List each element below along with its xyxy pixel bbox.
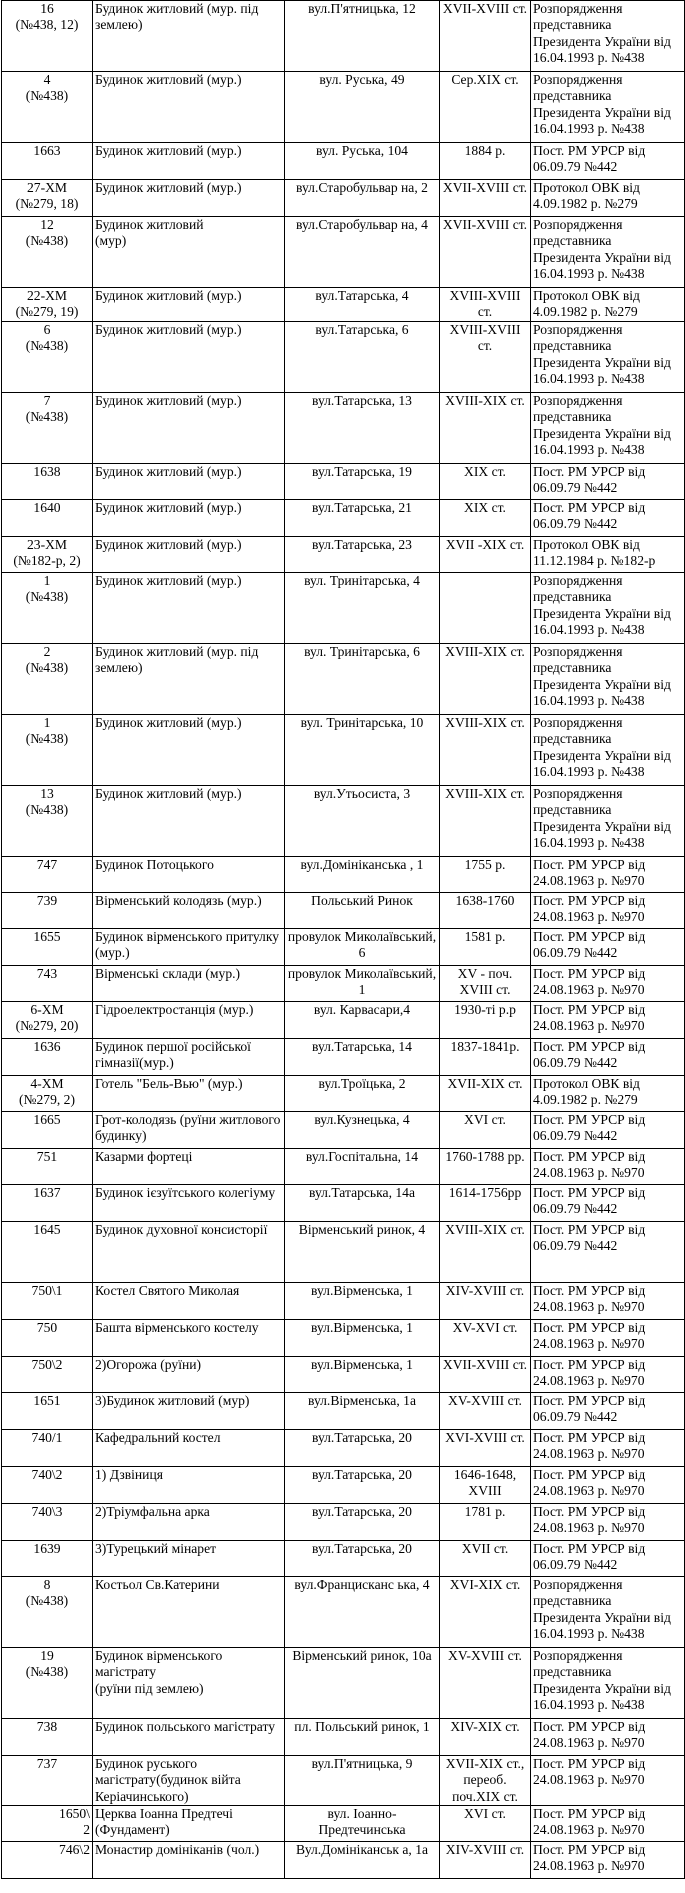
cell-legal-document: Пост. РМ УРСР від 24.08.1963 р. №970: [531, 1001, 685, 1038]
cell-address: провулок Миколаївський, 6: [285, 928, 440, 965]
cell-object-name: Монастир домініканів (чол.): [93, 1842, 285, 1879]
cell-address: вул. Тринітарська, 6: [285, 643, 440, 714]
table-row: [2, 72, 685, 143]
cell-dating: XV-XVIII ст.: [440, 1647, 531, 1718]
cell-protection-number: 1639: [2, 1540, 93, 1576]
cell-object-name: Будинок житловий (мур.): [93, 572, 285, 643]
monuments-table: [1, 0, 685, 1879]
cell-dating: XVII ст.: [440, 1540, 531, 1576]
cell-address: вул.Вірменська, 1: [285, 1282, 440, 1319]
cell-address: вул. Іоанно-Предтечинська: [285, 1806, 440, 1842]
cell-legal-document: Пост. РМ УРСР від 24.08.1963 р. №970: [531, 892, 685, 928]
table-row: [2, 1392, 685, 1429]
table-row: [2, 1466, 685, 1503]
cell-legal-document: Пост. РМ УРСР від 24.08.1963 р. №970: [531, 1842, 685, 1879]
cell-object-name: Будинок житловий (мур. під землею): [93, 1, 285, 72]
cell-dating: 1614-1756рр: [440, 1184, 531, 1221]
cell-dating: XIX ст.: [440, 499, 531, 536]
cell-dating: XIX ст.: [440, 463, 531, 499]
table-row: [2, 1718, 685, 1755]
cell-legal-document: Розпорядження представника Президента України від 16.04.1993 р. №438: [531, 714, 685, 785]
cell-legal-document: Пост. РМ УРСР від 24.08.1963 р. №970: [531, 1282, 685, 1319]
table-row: [2, 1503, 685, 1540]
cell-object-name: Будинок житловий (мур.): [93, 785, 285, 856]
cell-legal-document: Розпорядження представника Президента України від 16.04.1993 р. №438: [531, 1576, 685, 1647]
cell-object-name: Будинок ієзуїтського колегіуму: [93, 1184, 285, 1221]
cell-dating: XVIII-XIX ст.: [440, 392, 531, 463]
cell-address: вул.Татарська, 20: [285, 1429, 440, 1466]
cell-protection-number: 1637: [2, 1184, 93, 1221]
cell-address: вул.Утьосиста, 3: [285, 785, 440, 856]
cell-legal-document: Пост. РМ УРСР від 24.08.1963 р. №970: [531, 1148, 685, 1184]
table-row: [2, 1429, 685, 1466]
cell-protection-number: 1636: [2, 1038, 93, 1075]
cell-address: вул.Францисканс ька, 4: [285, 1576, 440, 1647]
cell-object-name: Будинок житловий (мур.): [93, 392, 285, 463]
table-row: [2, 499, 685, 536]
cell-protection-number: 2 (№438): [2, 643, 93, 714]
cell-protection-number: 1 (№438): [2, 572, 93, 643]
cell-protection-number: 737: [2, 1755, 93, 1805]
cell-dating: XVI-XIX ст.: [440, 1576, 531, 1647]
cell-protection-number: 1663: [2, 143, 93, 180]
cell-object-name: Казарми фортеці: [93, 1148, 285, 1184]
table-row: [2, 572, 685, 643]
table-row: [2, 463, 685, 499]
cell-protection-number: 750: [2, 1319, 93, 1356]
cell-object-name: Будинок житловий (мур.): [93, 463, 285, 499]
cell-legal-document: Пост. РМ УРСР від 06.09.79 №442: [531, 1111, 685, 1148]
cell-protection-number: 1655: [2, 928, 93, 965]
cell-dating: XVI ст.: [440, 1111, 531, 1148]
monuments-table-body: [2, 1, 685, 1879]
cell-protection-number: 8 (№438): [2, 1576, 93, 1647]
cell-address: вул.Вірменська, 1: [285, 1319, 440, 1356]
cell-address: Вул.Домініканськ а, 1а: [285, 1842, 440, 1879]
table-row: [2, 1755, 685, 1805]
cell-dating: XVIII-XVIII ст.: [440, 321, 531, 392]
table-row: [2, 143, 685, 180]
table-row: [2, 892, 685, 928]
cell-dating: XVI ст.: [440, 1806, 531, 1842]
cell-address: вул.Татарська, 4: [285, 288, 440, 322]
table-row: [2, 785, 685, 856]
cell-address: вул.Татарська, 23: [285, 536, 440, 572]
cell-object-name: 1) Дзвіниця: [93, 1466, 285, 1503]
table-row: [2, 1001, 685, 1038]
cell-object-name: Будинок житловий (мур.): [93, 288, 285, 322]
cell-legal-document: Пост. РМ УРСР від 06.09.79 №442: [531, 1184, 685, 1221]
cell-legal-document: Протокол ОВК від 4.09.1982 р. №279: [531, 1075, 685, 1111]
cell-legal-document: Протокол ОВК від 11.12.1984 р. №182-р: [531, 536, 685, 572]
table-row: [2, 714, 685, 785]
cell-address: вул.Татарська, 20: [285, 1503, 440, 1540]
table-row: [2, 1806, 685, 1842]
cell-legal-document: Пост. РМ УРСР від 24.08.1963 р. №970: [531, 965, 685, 1001]
table-row: [2, 1184, 685, 1221]
cell-object-name: Будинок руського магістрату(будинок війта Керіачинського): [93, 1755, 285, 1805]
table-row: [2, 1647, 685, 1718]
cell-dating: XVIII-XIX ст.: [440, 1221, 531, 1282]
cell-legal-document: Пост. РМ УРСР від 06.09.79 №442: [531, 1221, 685, 1282]
cell-object-name: Будинок житловий (мур.): [93, 321, 285, 392]
cell-dating: XVII-XVIII ст.: [440, 217, 531, 288]
cell-object-name: Башта вірменського костелу: [93, 1319, 285, 1356]
cell-legal-document: Пост. РМ УРСР від 06.09.79 №442: [531, 463, 685, 499]
cell-legal-document: Пост. РМ УРСР від 06.09.79 №442: [531, 1392, 685, 1429]
cell-legal-document: Розпорядження представника Президента України від 16.04.1993 р. №438: [531, 392, 685, 463]
cell-legal-document: Пост. РМ УРСР від 24.08.1963 р. №970: [531, 1429, 685, 1466]
cell-object-name: 2)Огорожа (руїни): [93, 1356, 285, 1392]
cell-protection-number: 27-ХМ (№279, 18): [2, 180, 93, 217]
cell-protection-number: 23-ХМ (№182-р, 2): [2, 536, 93, 572]
cell-legal-document: Пост. РМ УРСР від 24.08.1963 р. №970: [531, 1806, 685, 1842]
cell-address: вул.Татарська, 13: [285, 392, 440, 463]
cell-object-name: Будинок житловий (мур.): [93, 143, 285, 180]
cell-protection-number: 740/1: [2, 1429, 93, 1466]
cell-object-name: Будинок житловий (мур. під землею): [93, 643, 285, 714]
cell-object-name: Будинок житловий (мур): [93, 217, 285, 288]
cell-dating: XV - поч. XVIII ст.: [440, 965, 531, 1001]
cell-address: вул.Старобульвар на, 2: [285, 180, 440, 217]
cell-protection-number: 1651: [2, 1392, 93, 1429]
cell-legal-document: Протокол ОВК від 4.09.1982 р. №279: [531, 180, 685, 217]
cell-protection-number: 6-ХМ (№279, 20): [2, 1001, 93, 1038]
cell-dating: XVII -XIX ст.: [440, 536, 531, 572]
cell-dating: [440, 572, 531, 643]
cell-address: вул. Руська, 104: [285, 143, 440, 180]
cell-dating: 1638-1760: [440, 892, 531, 928]
cell-protection-number: 1665: [2, 1111, 93, 1148]
cell-dating: 1760-1788 рр.: [440, 1148, 531, 1184]
table-row: [2, 1148, 685, 1184]
cell-protection-number: 4-ХМ (№279, 2): [2, 1075, 93, 1111]
cell-dating: 1581 р.: [440, 928, 531, 965]
cell-legal-document: Розпорядження представника Президента України від 16.04.1993 р. №438: [531, 572, 685, 643]
table-row: [2, 1038, 685, 1075]
cell-address: пл. Польський ринок, 1: [285, 1718, 440, 1755]
cell-address: вул.Татарська, 6: [285, 321, 440, 392]
cell-dating: XIV-XIX ст.: [440, 1718, 531, 1755]
cell-object-name: Будинок духовної консисторії: [93, 1221, 285, 1282]
cell-dating: XVII-XVIII ст.: [440, 1, 531, 72]
cell-legal-document: Пост. РМ УРСР від 24.08.1963 р. №970: [531, 1319, 685, 1356]
cell-address: вул.П'ятницька, 9: [285, 1755, 440, 1805]
cell-legal-document: Пост. РМ УРСР від 06.09.79 №442: [531, 499, 685, 536]
cell-protection-number: 740\3: [2, 1503, 93, 1540]
cell-legal-document: Розпорядження представника Президента України від 16.04.1993 р. №438: [531, 1647, 685, 1718]
cell-legal-document: Розпорядження представника Президента України від 16.04.1993 р. №438: [531, 217, 685, 288]
cell-protection-number: 7 (№438): [2, 392, 93, 463]
cell-address: вул.Татарська, 19: [285, 463, 440, 499]
cell-legal-document: Пост. РМ УРСР від 24.08.1963 р. №970: [531, 1755, 685, 1805]
cell-object-name: Будинок житловий (мур.): [93, 180, 285, 217]
cell-object-name: Костьол Св.Катерини: [93, 1576, 285, 1647]
cell-object-name: Кафедральний костел: [93, 1429, 285, 1466]
cell-object-name: 3)Турецький мінарет: [93, 1540, 285, 1576]
cell-protection-number: 19 (№438): [2, 1647, 93, 1718]
cell-protection-number: 750\1: [2, 1282, 93, 1319]
cell-object-name: Вірменські склади (мур.): [93, 965, 285, 1001]
cell-protection-number: 746\2: [2, 1842, 93, 1879]
cell-address: вул.П'ятницька, 12: [285, 1, 440, 72]
cell-address: вул.Кузнецька, 4: [285, 1111, 440, 1148]
cell-address: вул. Тринітарська, 10: [285, 714, 440, 785]
cell-legal-document: Розпорядження представника Президента України від 16.04.1993 р. №438: [531, 785, 685, 856]
cell-dating: XVIII-XVIII ст.: [440, 288, 531, 322]
cell-protection-number: 750\2: [2, 1356, 93, 1392]
table-row: [2, 536, 685, 572]
cell-object-name: 3)Будинок житловий (мур): [93, 1392, 285, 1429]
cell-object-name: Костел Святого Миколая: [93, 1282, 285, 1319]
cell-object-name: Будинок першої російської гімназії(мур.): [93, 1038, 285, 1075]
cell-dating: 1755 р.: [440, 856, 531, 892]
cell-dating: 1646-1648, XVIII: [440, 1466, 531, 1503]
cell-dating: 1930-ті р.р: [440, 1001, 531, 1038]
cell-dating: 1837-1841р.: [440, 1038, 531, 1075]
table-row: [2, 1, 685, 72]
cell-legal-document: Пост. РМ УРСР від 06.09.79 №442: [531, 1038, 685, 1075]
cell-legal-document: Розпорядження представника Президента України від 16.04.1993 р. №438: [531, 643, 685, 714]
cell-protection-number: 1638: [2, 463, 93, 499]
cell-address: вул.Госпітальна, 14: [285, 1148, 440, 1184]
table-row: [2, 1540, 685, 1576]
cell-address: вул.Старобульвар на, 4: [285, 217, 440, 288]
table-row: [2, 1075, 685, 1111]
cell-dating: XVII-XIX ст., переоб. поч.XIX ст.: [440, 1755, 531, 1805]
cell-dating: 1781 р.: [440, 1503, 531, 1540]
table-row: [2, 1842, 685, 1879]
cell-protection-number: 739: [2, 892, 93, 928]
cell-address: вул.Татарська, 14а: [285, 1184, 440, 1221]
table-row: [2, 965, 685, 1001]
table-row: [2, 1356, 685, 1392]
table-row: [2, 217, 685, 288]
cell-address: вул.Вірменська, 1: [285, 1356, 440, 1392]
cell-object-name: Будинок Потоцького: [93, 856, 285, 892]
cell-object-name: Будинок польського магістрату: [93, 1718, 285, 1755]
cell-object-name: Вірменський колодязь (мур.): [93, 892, 285, 928]
table-row: [2, 180, 685, 217]
cell-dating: 1884 р.: [440, 143, 531, 180]
table-row: [2, 321, 685, 392]
cell-address: вул. Тринітарська, 4: [285, 572, 440, 643]
cell-legal-document: Пост. РМ УРСР від 06.09.79 №442: [531, 1540, 685, 1576]
cell-legal-document: Пост. РМ УРСР від 24.08.1963 р. №970: [531, 1503, 685, 1540]
cell-dating: XVII-XVIII ст.: [440, 180, 531, 217]
cell-object-name: 2)Тріумфальна арка: [93, 1503, 285, 1540]
cell-address: Польський Ринок: [285, 892, 440, 928]
cell-protection-number: 1 (№438): [2, 714, 93, 785]
cell-dating: XV-XVI ст.: [440, 1319, 531, 1356]
cell-address: вул.Татарська, 20: [285, 1540, 440, 1576]
cell-object-name: Будинок житловий (мур.): [93, 72, 285, 143]
table-row: [2, 1319, 685, 1356]
table-row: [2, 1111, 685, 1148]
table-row: [2, 1221, 685, 1282]
cell-protection-number: 1645: [2, 1221, 93, 1282]
cell-address: вул.Татарська, 14: [285, 1038, 440, 1075]
table-row: [2, 392, 685, 463]
cell-protection-number: 743: [2, 965, 93, 1001]
cell-dating: XIV-XVIII ст.: [440, 1282, 531, 1319]
cell-object-name: Будинок житловий (мур.): [93, 536, 285, 572]
cell-address: Вірменський ринок, 4: [285, 1221, 440, 1282]
cell-address: вул.Домініканська , 1: [285, 856, 440, 892]
cell-protection-number: 16 (№438, 12): [2, 1, 93, 72]
cell-address: вул.Вірменська, 1а: [285, 1392, 440, 1429]
cell-address: вул.Татарська, 21: [285, 499, 440, 536]
cell-legal-document: Розпорядження представника Президента України від 16.04.1993 р. №438: [531, 1, 685, 72]
cell-legal-document: Пост. РМ УРСР від 24.08.1963 р. №970: [531, 1356, 685, 1392]
cell-protection-number: 751: [2, 1148, 93, 1184]
cell-address: Вірменський ринок, 10а: [285, 1647, 440, 1718]
cell-legal-document: Пост. РМ УРСР від 24.08.1963 р. №970: [531, 1466, 685, 1503]
cell-object-name: Гідроелектростанція (мур.): [93, 1001, 285, 1038]
cell-dating: XVIII-XIX ст.: [440, 643, 531, 714]
cell-protection-number: 22-ХМ (№279, 19): [2, 288, 93, 322]
cell-protection-number: 738: [2, 1718, 93, 1755]
cell-protection-number: 1640: [2, 499, 93, 536]
table-row: [2, 1576, 685, 1647]
cell-legal-document: Розпорядження представника Президента України від 16.04.1993 р. №438: [531, 72, 685, 143]
cell-dating: XVIII-XIX ст.: [440, 714, 531, 785]
cell-address: вул. Руська, 49: [285, 72, 440, 143]
cell-dating: XIV-XVIII ст.: [440, 1842, 531, 1879]
cell-protection-number: 740\2: [2, 1466, 93, 1503]
cell-address: провулок Миколаївський, 1: [285, 965, 440, 1001]
cell-legal-document: Пост. РМ УРСР від 24.08.1963 р. №970: [531, 1718, 685, 1755]
cell-protection-number: 1650\ 2: [2, 1806, 93, 1842]
cell-protection-number: 12 (№438): [2, 217, 93, 288]
cell-dating: XVII-XVIII ст.: [440, 1356, 531, 1392]
cell-protection-number: 747: [2, 856, 93, 892]
cell-dating: XV-XVIII ст.: [440, 1392, 531, 1429]
cell-legal-document: Пост. РМ УРСР від 06.09.79 №442: [531, 143, 685, 180]
table-row: [2, 928, 685, 965]
cell-object-name: Будинок вірменського притулку (мур.): [93, 928, 285, 965]
cell-protection-number: 4 (№438): [2, 72, 93, 143]
cell-object-name: Грот-колодязь (руїни житлового будинку): [93, 1111, 285, 1148]
cell-object-name: Будинок житловий (мур.): [93, 714, 285, 785]
table-row: [2, 1282, 685, 1319]
cell-legal-document: Розпорядження представника Президента України від 16.04.1993 р. №438: [531, 321, 685, 392]
cell-address: вул.Татарська, 20: [285, 1466, 440, 1503]
table-row: [2, 643, 685, 714]
cell-object-name: Будинок житловий (мур.): [93, 499, 285, 536]
cell-legal-document: Протокол ОВК від 4.09.1982 р. №279: [531, 288, 685, 322]
table-row: [2, 856, 685, 892]
cell-dating: Сер.XIX ст.: [440, 72, 531, 143]
cell-object-name: Готель "Бель-Вью" (мур.): [93, 1075, 285, 1111]
cell-object-name: Будинок вірменського магістрату (руїни під землею): [93, 1647, 285, 1718]
cell-dating: XVII-XIX ст.: [440, 1075, 531, 1111]
cell-legal-document: Пост. РМ УРСР від 24.08.1963 р. №970: [531, 856, 685, 892]
cell-dating: XVIII-XIX ст.: [440, 785, 531, 856]
cell-dating: XVI-XVIII ст.: [440, 1429, 531, 1466]
cell-address: вул. Карвасари,4: [285, 1001, 440, 1038]
cell-object-name: Церква Іоанна Предтечі (Фундамент): [93, 1806, 285, 1842]
cell-legal-document: Пост. РМ УРСР від 06.09.79 №442: [531, 928, 685, 965]
table-row: [2, 288, 685, 322]
cell-address: вул.Троїцька, 2: [285, 1075, 440, 1111]
cell-protection-number: 13 (№438): [2, 785, 93, 856]
cell-protection-number: 6 (№438): [2, 321, 93, 392]
